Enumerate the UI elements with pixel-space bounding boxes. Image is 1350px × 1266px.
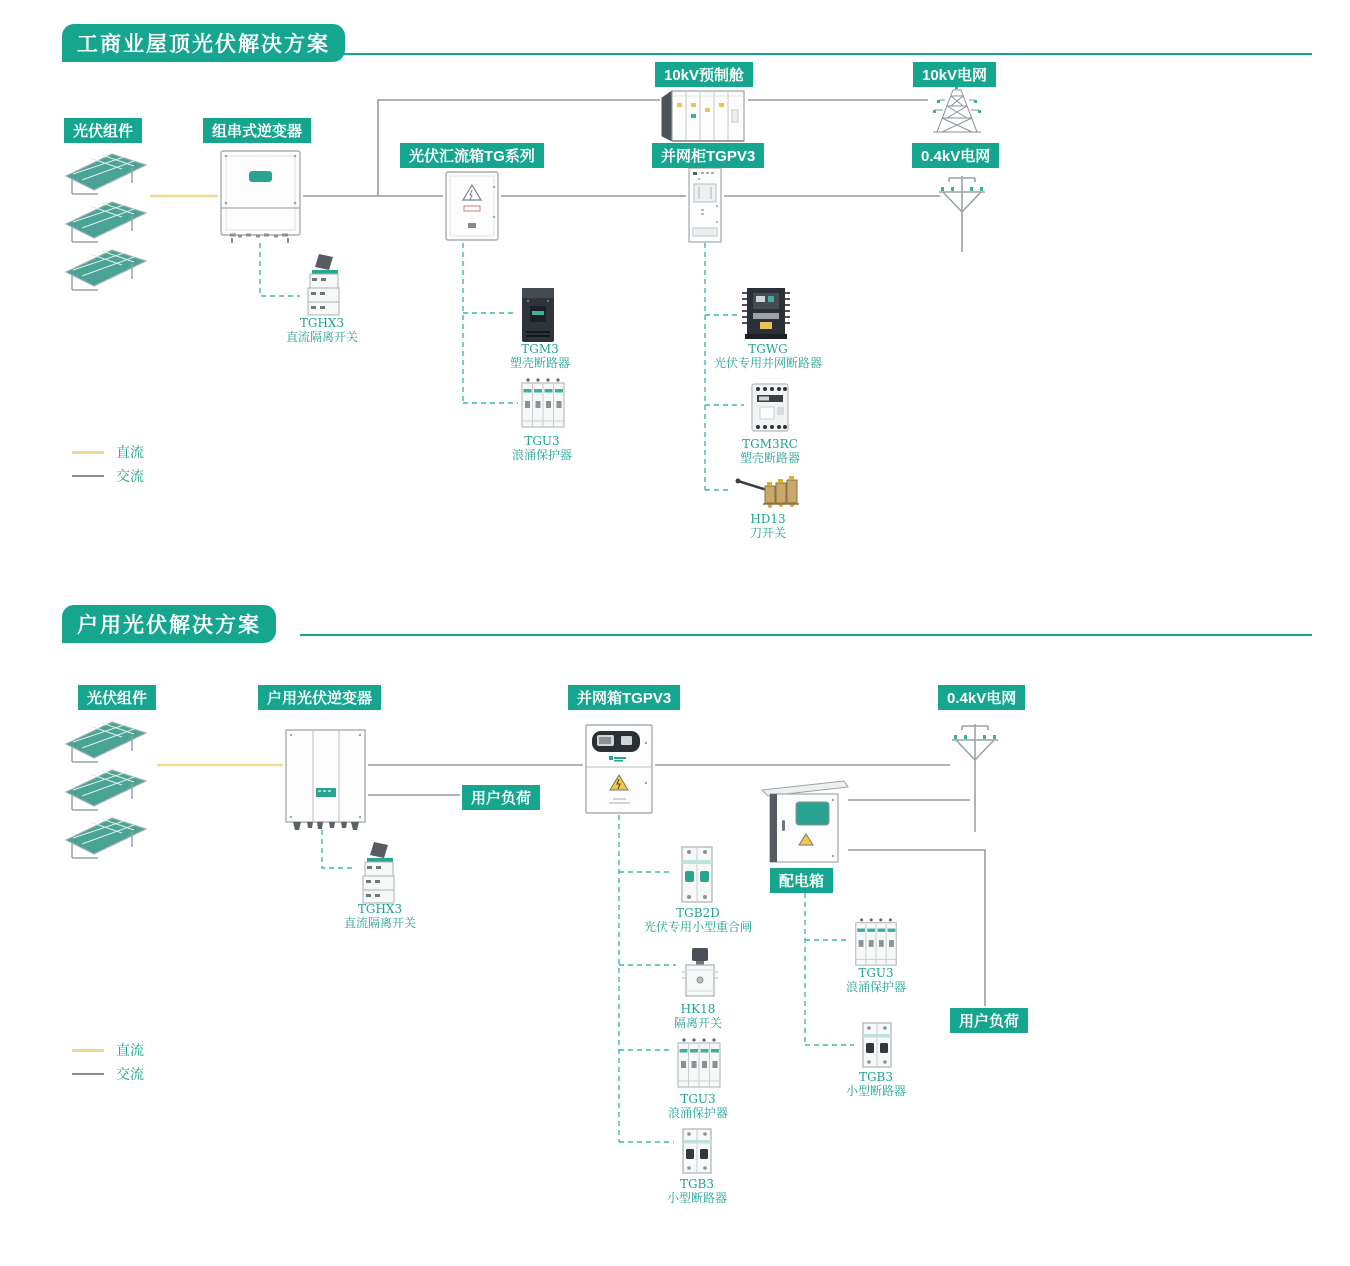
chip-prefab-cabin: 10kV预制舱 (655, 62, 753, 87)
tgm3-illustration (518, 286, 558, 344)
dc-label: 直流 (116, 1042, 144, 1058)
section2-title: 户用光伏解决方案 (62, 605, 276, 643)
inverter-screen (249, 171, 272, 182)
tgb3-illustration-2 (858, 1020, 896, 1070)
chip-string-inverter: 组串式逆变器 (203, 118, 311, 143)
hk18-illustration (680, 946, 720, 1000)
dc-line-swatch (72, 451, 104, 454)
tghx3-illustration-1 (302, 252, 346, 318)
chip-user-load-left: 用户负荷 (462, 785, 540, 810)
hk18-caption: HK18 隔离开关 (673, 1002, 722, 1030)
chip-grid-box: 并网箱TGPV3 (568, 685, 680, 710)
tgb2d-caption: TGB2D 光伏专用小型重合闸 (643, 906, 752, 934)
hd13-caption: HD13 刀开关 (749, 512, 786, 540)
hd13-illustration (733, 474, 801, 512)
legend-1 (72, 440, 144, 488)
legend-dc-row (72, 1038, 144, 1062)
legend-2 (72, 1038, 144, 1086)
grid-cabinet-illustration (686, 166, 724, 244)
grid-04kv-pole-illustration-2 (948, 716, 1003, 834)
chip-dist-box: 配电箱 (770, 868, 833, 893)
tgm3rc-caption: TGM3RC 塑壳断路器 (739, 437, 800, 465)
section1-ac-wires (303, 100, 940, 196)
ac-label: 交流 (116, 468, 144, 484)
dc-label: 直流 (116, 444, 144, 460)
chip-grid-10kv: 10kV电网 (913, 62, 996, 87)
ac-line-swatch (72, 475, 104, 477)
grid-04kv-pole-illustration-1 (935, 168, 990, 254)
tgu3-illustration-3 (852, 916, 900, 970)
chip-grid-04kv-1: 0.4kV电网 (912, 143, 999, 168)
inverter-screen (316, 788, 336, 797)
tgm3rc-illustration (748, 382, 792, 434)
tgu3-caption-2: TGU3 浪涌保护器 (667, 1092, 728, 1120)
dc-line-swatch (72, 1049, 104, 1052)
tgb3-caption-1: TGB3 小型断路器 (666, 1177, 727, 1205)
chip-grid-04kv-2: 0.4kV电网 (938, 685, 1025, 710)
tgb3-caption-2: TGB3 小型断路器 (845, 1070, 906, 1098)
tgb2d-illustration (676, 844, 718, 906)
tgu3-illustration-2 (676, 1036, 722, 1092)
combiner-box-illustration (443, 167, 501, 245)
tgwg-illustration (740, 285, 792, 342)
pv-array-illustration-1 (58, 150, 158, 310)
chip-grid-cabinet: 并网柜TGPV3 (652, 143, 764, 168)
string-inverter-illustration (218, 148, 303, 246)
section1-title: 工商业屋顶光伏解决方案 (62, 24, 345, 62)
ac-line-swatch (72, 1073, 104, 1075)
tgu3-caption-3: TGU3 浪涌保护器 (845, 966, 906, 994)
pv-array-illustration-2 (58, 718, 158, 878)
grid-10kv-tower-illustration (925, 84, 989, 134)
tgm3-caption: TGM3 塑壳断路器 (509, 342, 570, 370)
legend-ac-row (72, 1062, 144, 1086)
tgb3-illustration-1 (678, 1126, 716, 1176)
legend-dc-row (72, 440, 144, 464)
tghx3-caption-1: TGHX3 直流隔离开关 (285, 316, 358, 344)
grid-box-illustration (583, 723, 655, 817)
tgu3-caption-1: TGU3 浪涌保护器 (511, 434, 572, 462)
tgu3-illustration-1 (520, 376, 566, 432)
ac-label: 交流 (116, 1066, 144, 1082)
tghx3-illustration-2 (357, 840, 401, 906)
residential-inverter-illustration (283, 728, 368, 832)
tghx3-caption-2: TGHX3 直流隔离开关 (343, 902, 416, 930)
tgwg-caption: TGWG 光伏专用并网断路器 (713, 342, 822, 370)
chip-residential-inverter: 户用光伏逆变器 (258, 685, 381, 710)
chip-pv-modules-2: 光伏组件 (78, 685, 156, 710)
prefab-cabin-illustration (660, 86, 748, 146)
legend-ac-row (72, 464, 144, 488)
box-window (796, 802, 829, 825)
chip-combiner-box: 光伏汇流箱TG系列 (400, 143, 544, 168)
chip-pv-modules-1: 光伏组件 (64, 118, 142, 143)
chip-user-load-right: 用户负荷 (950, 1008, 1028, 1033)
dist-box-illustration (760, 776, 850, 868)
